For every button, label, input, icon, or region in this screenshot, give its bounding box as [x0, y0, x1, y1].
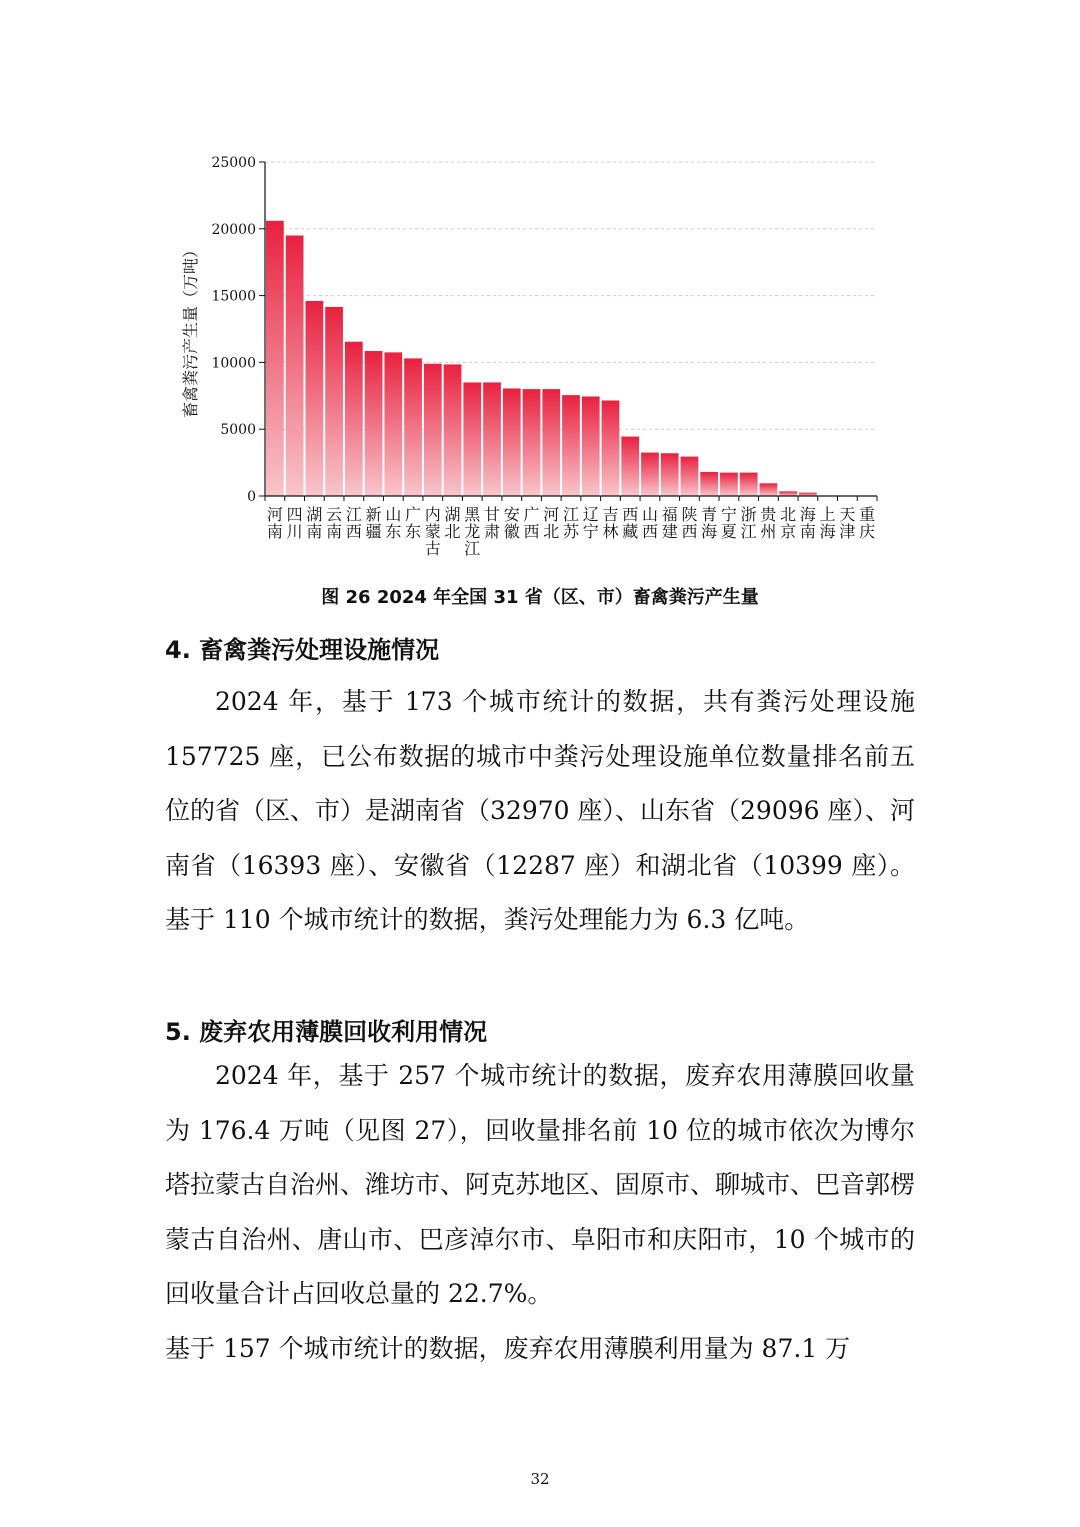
- x-tick-label: 四川: [286, 505, 303, 541]
- x-tick-label: 河南: [266, 505, 283, 541]
- section-4-paragraph: 2024 年，基于 173 个城市统计的数据，共有粪污处理设施 157725 座，已公布数据的城市中粪污处理设施单位数量排名前五位的省（区、市）是湖南省（32970 座）、山东省（29096 座）、河南省（16393 座）、安徽省（12287 座）和湖北省（10399 座）。基于 110 个城市统计的数据，粪污处理能力为 6.3 亿吨。: [165, 687, 915, 934]
- bar: [483, 382, 501, 496]
- x-tick-label: 河北: [543, 505, 560, 541]
- bar: [681, 457, 699, 496]
- bar: [720, 473, 738, 496]
- y-tick-label: 5000: [220, 422, 256, 439]
- x-tick-label: 江西: [345, 505, 362, 541]
- bar: [700, 472, 718, 496]
- y-tick-label: 20000: [211, 221, 256, 238]
- x-tick-label: 云南: [326, 505, 343, 541]
- y-tick-label: 25000: [211, 155, 256, 171]
- bar: [621, 437, 639, 496]
- x-tick-label: 江苏: [562, 505, 580, 541]
- bar: [424, 364, 442, 496]
- bar: [542, 389, 560, 496]
- bar: [404, 358, 422, 496]
- bar: [365, 351, 383, 496]
- x-tick-label: 福建: [661, 505, 678, 541]
- x-tick-label: 安徽: [503, 505, 520, 541]
- bar: [305, 301, 323, 496]
- bar: [740, 473, 758, 496]
- x-tick-label: 陕西: [681, 505, 698, 541]
- x-tick-label: 宁夏: [720, 505, 737, 541]
- y-tick-label: 10000: [211, 355, 256, 372]
- bar: [661, 453, 679, 496]
- x-tick-label: 湖北: [444, 505, 461, 541]
- bar: [384, 352, 402, 496]
- bar: [503, 388, 521, 496]
- x-tick-label: 新疆: [365, 505, 382, 541]
- bar: [602, 400, 620, 496]
- y-tick-label: 0: [247, 489, 256, 505]
- bar: [444, 364, 462, 496]
- bar: [463, 382, 481, 496]
- x-tick-label: 青海: [701, 505, 718, 541]
- x-tick-label: 山东: [385, 505, 402, 541]
- x-tick-label: 辽宁: [582, 505, 599, 541]
- x-tick-label: 上海: [819, 505, 836, 541]
- bar: [523, 389, 541, 496]
- bar: [760, 483, 778, 496]
- bar: [562, 395, 580, 496]
- x-tick-label: 广东: [405, 505, 422, 541]
- x-tick-label: 天津: [839, 505, 856, 541]
- page-number: 32: [530, 1470, 550, 1488]
- x-tick-label: 湖南: [306, 505, 323, 541]
- x-tick-label: 浙江: [740, 505, 757, 541]
- x-tick-label: 黑龙江: [464, 505, 481, 558]
- x-tick-label: 贵州: [760, 505, 777, 541]
- bar: [641, 453, 659, 496]
- figure-caption: 图 26 2024 年全国 31 省（区、市）畜禽粪污产生量: [321, 587, 759, 608]
- x-tick-label: 西藏: [622, 505, 639, 541]
- bar: [779, 491, 797, 496]
- bar: [325, 307, 343, 496]
- livestock-manure-bar-chart: [0, 0, 1080, 575]
- x-tick-label: 广西: [523, 505, 540, 541]
- section-5-paragraph-continued: 基于 157 个城市统计的数据，废弃农用薄膜利用量为 87.1 万: [165, 1334, 851, 1363]
- section-5-paragraph: 2024 年，基于 257 个城市统计的数据，废弃农用薄膜回收量为 176.4 万吨（见图 27），回收量排名前 10 位的城市依次为博尔塔拉蒙古自治州、潍坊市、阿克苏地区、固原市、聊城市、巴音郭楞蒙古自治州、唐山市、巴彦淖尔市、阜阳市和庆阳市，10 个城市的回收量合计占回收总量的 22.7%。: [165, 1061, 916, 1308]
- y-tick-label: 15000: [211, 288, 256, 305]
- bar: [345, 342, 363, 496]
- x-tick-label: 重庆: [859, 505, 876, 541]
- x-tick-label: 北京: [780, 505, 797, 541]
- x-tick-label: 海南: [799, 505, 816, 541]
- bar: [582, 396, 600, 496]
- x-tick-label: 内蒙古: [424, 505, 441, 558]
- section-4-heading: 4. 畜禽粪污处理设施情况: [165, 636, 440, 664]
- section-5-heading: 5. 废弃农用薄膜回收利用情况: [165, 1018, 488, 1046]
- bar: [286, 235, 304, 496]
- x-tick-label: 山西: [641, 505, 658, 541]
- bar: [266, 221, 284, 496]
- x-tick-label: 吉林: [602, 505, 619, 541]
- x-tick-label: 甘肃: [484, 505, 501, 541]
- y-axis-label: 畜禽粪污产生量（万吨）: [181, 241, 200, 419]
